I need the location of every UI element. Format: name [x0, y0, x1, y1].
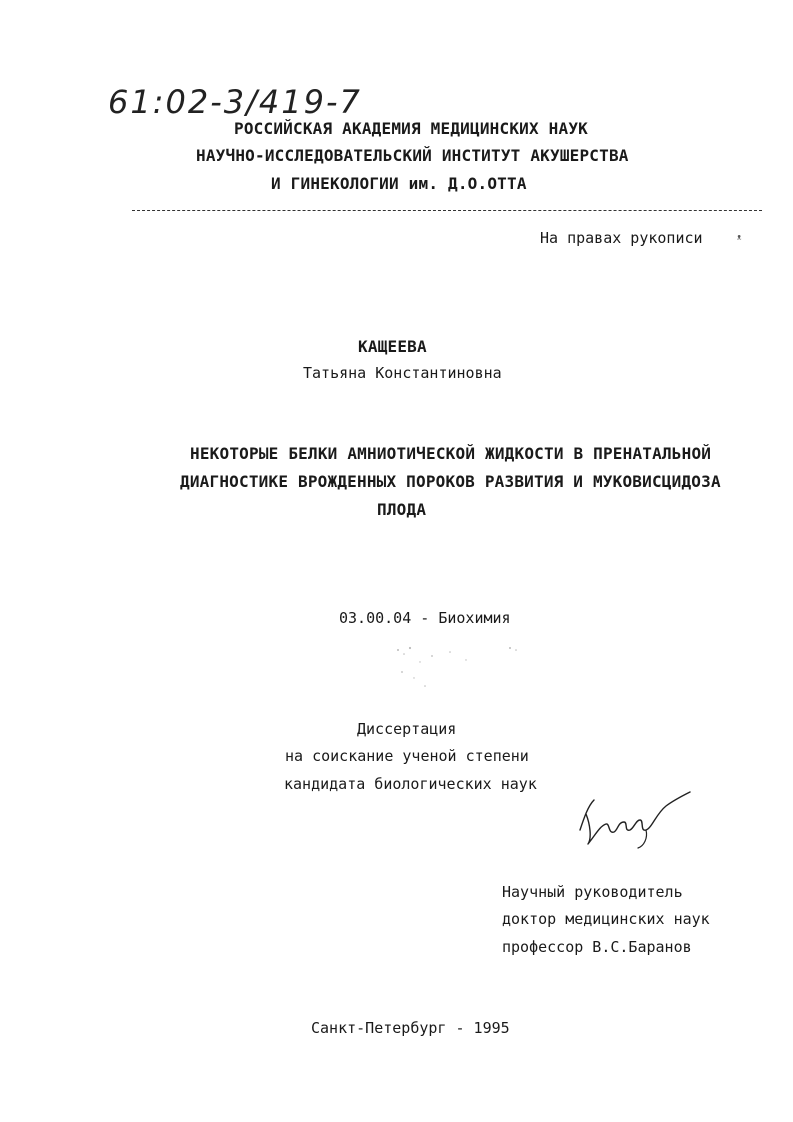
institution-line-3: И ГИНЕКОЛОГИИ им. Д.О.ОТТА: [271, 174, 527, 193]
handwritten-signature: [574, 784, 694, 850]
scan-speckles: [380, 636, 540, 696]
author-surname: КАЩЕЕВА: [358, 337, 427, 356]
manuscript-rights-note: На правах рукописи: [540, 229, 703, 247]
institution-line-1: РОССИЙСКАЯ АКАДЕМИЯ МЕДИЦИНСКИХ НАУК: [234, 119, 588, 138]
specialty-code: 03.00.04 - Биохимия: [339, 609, 511, 627]
archive-number-handwritten: 61:02-3/419-7: [108, 83, 362, 121]
supervisor-label: Научный руководитель: [502, 883, 683, 901]
degree-line-1: на соискание ученой степени: [285, 747, 529, 765]
degree-line-2: кандидата биологических наук: [284, 775, 537, 793]
supervisor-degree: доктор медицинских наук: [502, 910, 710, 928]
thesis-title-line-3: ПЛОДА: [377, 500, 427, 519]
supervisor-name: профессор В.С.Баранов: [502, 938, 692, 956]
thesis-title-line-2: ДИАГНОСТИКЕ ВРОЖДЕННЫХ ПОРОКОВ РАЗВИТИЯ И МУКОВИСЦИДОЗА: [180, 472, 721, 491]
header-divider: [132, 210, 762, 211]
pencil-mark-icon: ᵜ: [737, 232, 742, 245]
city-year: Санкт-Петербург - 1995: [311, 1019, 510, 1037]
thesis-title-line-1: НЕКОТОРЫЕ БЕЛКИ АМНИОТИЧЕСКОЙ ЖИДКОСТИ В ПРЕНАТАЛЬНОЙ: [190, 444, 712, 463]
dissertation-label: Диссертация: [357, 720, 457, 738]
institution-line-2: НАУЧНО-ИССЛЕДОВАТЕЛЬСКИЙ ИНСТИТУТ АКУШЕРСТВА: [196, 146, 629, 165]
author-given-names: Татьяна Константиновна: [303, 364, 502, 382]
